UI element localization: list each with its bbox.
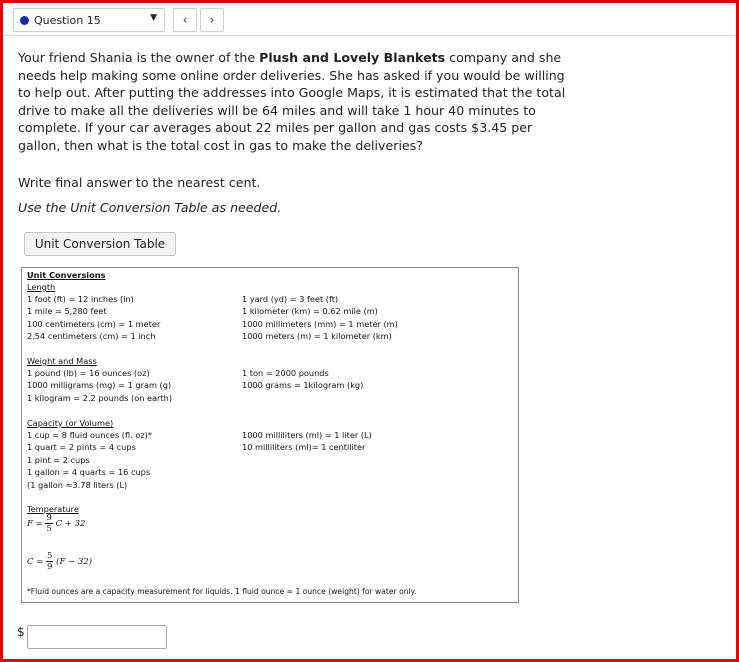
celsius-rhs: (F − 32) bbox=[56, 557, 93, 567]
conversion-title: Unit Conversions bbox=[27, 270, 106, 280]
capacity-left-2: 1 quart = 2 pints = 4 cups bbox=[27, 442, 136, 452]
length-left-1: 1 foot (ft) = 12 inches (in) bbox=[27, 294, 134, 304]
weight-left-2: 1000 milligrams (mg) = 1 gram (g) bbox=[27, 380, 172, 390]
problem-text-end: company and she needs help making some online order deliveries. She has asked if you would be willing to help out. After putting the addresses into Google Maps, it is estimated that the total drive to make all the deliveries will be 64 miles and will take 1 hour 40 minutes to complete. If your car averages about 22 miles per gallon and gas costs $3.45 per gallon, then what is the total cost in gas to make the deliveries? bbox=[18, 50, 566, 153]
weight-right-2: 1000 grams = 1kilogram (kg) bbox=[242, 380, 364, 390]
question-toolbar bbox=[3, 3, 736, 36]
length-right-3: 1000 millimeters (mm) = 1 meter (m) bbox=[242, 319, 398, 329]
length-left-3: 100 centimeters (cm) = 1 meter bbox=[27, 319, 161, 329]
question-selector[interactable] bbox=[13, 8, 165, 32]
question-status-icon bbox=[20, 16, 29, 25]
length-left-2: 1 mile = 5,280 feet bbox=[27, 306, 107, 316]
company-name: Plush and Lovely Blankets bbox=[259, 50, 446, 65]
dollar-sign: $ bbox=[17, 625, 25, 639]
fluid-ounce-footnote: *Fluid ounces are a capacity measurement for liquids. 1 fluid ounce ≈ 1 ounce (weight) for water only. bbox=[27, 587, 417, 596]
capacity-left-5: (1 gallon ≈3.78 liters (L) bbox=[27, 480, 128, 490]
fahrenheit-lhs: F = bbox=[27, 519, 43, 529]
celsius-denominator: 9 bbox=[47, 562, 53, 572]
problem-text bbox=[18, 49, 578, 155]
unit-conversion-table-button[interactable]: Unit Conversion Table bbox=[24, 232, 176, 256]
length-right-2: 1 kilometer (km) = 0.62 mile (m) bbox=[242, 306, 378, 316]
celsius-fraction bbox=[46, 551, 53, 572]
celsius-numerator: 5 bbox=[47, 551, 53, 561]
dropdown-caret-icon: ▼ bbox=[150, 13, 157, 23]
answer-input[interactable] bbox=[27, 625, 167, 649]
fahrenheit-numerator: 9 bbox=[46, 513, 52, 523]
fahrenheit-fraction bbox=[45, 513, 52, 534]
length-right-4: 1000 meters (m) = 1 kilometer (km) bbox=[242, 331, 392, 341]
capacity-left-4: 1 gallon = 4 quarts = 16 cups bbox=[27, 467, 151, 477]
capacity-left-1: 1 cup = 8 fluid ounces (fl. oz)* bbox=[27, 430, 152, 440]
capacity-right-2: 10 milliliters (ml)= 1 centiliter bbox=[242, 442, 366, 452]
previous-question-button[interactable] bbox=[173, 8, 197, 32]
rounding-instruction: Write final answer to the nearest cent. bbox=[18, 175, 261, 190]
chevron-right-icon: › bbox=[209, 13, 215, 27]
temperature-heading: Temperature bbox=[27, 504, 79, 514]
problem-text-start: Your friend Shania is the owner of the bbox=[18, 50, 260, 65]
capacity-right-1: 1000 milliliters (ml) = 1 liter (L) bbox=[242, 430, 372, 440]
weight-right-1: 1 ton = 2000 pounds bbox=[242, 368, 329, 378]
length-right-1: 1 yard (yd) = 3 feet (ft) bbox=[242, 294, 339, 304]
fahrenheit-rhs: C + 32 bbox=[55, 519, 86, 529]
celsius-formula bbox=[27, 551, 92, 572]
capacity-heading: Capacity (or Volume) bbox=[27, 418, 114, 428]
question-label: Question 15 bbox=[34, 13, 101, 27]
unit-conversion-table bbox=[21, 267, 519, 603]
weight-left-1: 1 pound (lb) = 16 ounces (oz) bbox=[27, 368, 150, 378]
chevron-left-icon: ‹ bbox=[182, 13, 188, 27]
weight-heading: Weight and Mass bbox=[27, 356, 97, 366]
weight-left-3: 1 kilogram = 2.2 pounds (on earth) bbox=[27, 393, 173, 403]
length-heading: Length bbox=[27, 282, 56, 292]
celsius-lhs: C = bbox=[27, 557, 44, 567]
table-instruction: Use the Unit Conversion Table as needed. bbox=[18, 200, 282, 215]
next-question-button[interactable] bbox=[200, 8, 224, 32]
capacity-left-3: 1 pint = 2 cups bbox=[27, 455, 90, 465]
fahrenheit-denominator: 5 bbox=[46, 524, 52, 534]
length-left-4: 2.54 centimeters (cm) = 1 inch bbox=[27, 331, 156, 341]
fahrenheit-formula bbox=[27, 513, 85, 534]
